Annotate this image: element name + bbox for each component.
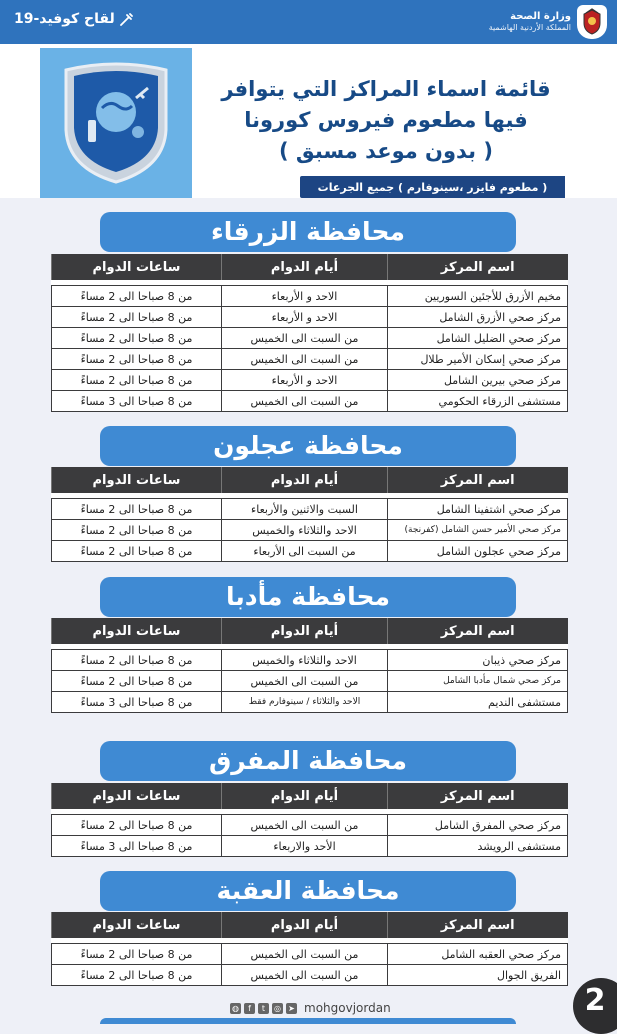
title-line-3: ( بدون موعد مسبق ): [279, 139, 493, 163]
work-days-cell: الاحد و الأربعاء: [222, 370, 388, 391]
centers-table: [51, 618, 568, 713]
center-name-cell: مستشفى النديم: [388, 692, 568, 713]
table-row: [52, 836, 568, 857]
column-header-hours: ساعات الدوام: [52, 467, 222, 493]
work-hours-cell: من 8 صباحا الى 3 مساءً: [52, 692, 222, 713]
centers-table: [51, 783, 568, 857]
column-header-center: اسم المركز: [388, 912, 568, 938]
table-row: [52, 286, 568, 307]
vaccine-shield-icon: [60, 60, 172, 185]
work-days-cell: السبت والاثنين والأربعاء: [222, 499, 388, 520]
work-days-cell: من السبت الى الأربعاء: [222, 541, 388, 562]
work-days-cell: الاحد و الأربعاء: [222, 307, 388, 328]
table-row: [52, 944, 568, 965]
work-hours-cell: من 8 صباحا الى 2 مساءً: [52, 328, 222, 349]
work-hours-cell: من 8 صباحا الى 2 مساءً: [52, 815, 222, 836]
column-header-hours: ساعات الدوام: [52, 912, 222, 938]
column-header-center: اسم المركز: [388, 783, 568, 809]
table-header-row: [52, 467, 568, 493]
social-links: [230, 1001, 391, 1015]
table-row: [52, 692, 568, 713]
ministry-logo-block: [489, 4, 607, 40]
work-days-cell: الأحد والاربعاء: [222, 836, 388, 857]
centers-table: [51, 912, 568, 986]
center-name-cell: الفريق الجوال: [388, 965, 568, 986]
column-header-center: اسم المركز: [388, 254, 568, 280]
table-row: [52, 307, 568, 328]
centers-table: [51, 467, 568, 562]
work-days-cell: الاحد والثلاثاء / سينوفارم فقط: [222, 692, 388, 713]
column-header-days: أيام الدوام: [222, 254, 388, 280]
work-days-cell: من السبت الى الخميس: [222, 965, 388, 986]
column-header-hours: ساعات الدوام: [52, 783, 222, 809]
center-name-cell: مركز صحي إسكان الأمير طلال: [388, 349, 568, 370]
work-days-cell: من السبت الى الخميس: [222, 349, 388, 370]
work-hours-cell: من 8 صباحا الى 2 مساءً: [52, 307, 222, 328]
table-row: [52, 328, 568, 349]
center-name-cell: مركز صحي الضليل الشامل: [388, 328, 568, 349]
table-row: [52, 349, 568, 370]
table-row: [52, 370, 568, 391]
work-hours-cell: من 8 صباحا الى 2 مساءً: [52, 499, 222, 520]
telegram-icon[interactable]: ➤: [286, 1003, 297, 1014]
center-name-cell: مركز صحي الأمير حسن الشامل (كفرنجة): [388, 520, 568, 541]
column-header-center: اسم المركز: [388, 618, 568, 644]
work-hours-cell: من 8 صباحا الى 3 مساءً: [52, 391, 222, 412]
work-hours-cell: من 8 صباحا الى 3 مساءً: [52, 836, 222, 857]
table-header-row: [52, 618, 568, 644]
table-row: [52, 391, 568, 412]
page-title: [221, 74, 551, 167]
work-hours-cell: من 8 صباحا الى 2 مساءً: [52, 944, 222, 965]
table-row: [52, 965, 568, 986]
work-days-cell: من السبت الى الخميس: [222, 671, 388, 692]
governorate-banner: محافظة المفرق: [100, 741, 516, 781]
instagram-icon[interactable]: ◎: [272, 1003, 283, 1014]
center-name-cell: مركز صحي ذيبان: [388, 650, 568, 671]
work-hours-cell: من 8 صباحا الى 2 مساءً: [52, 650, 222, 671]
center-name-cell: مركز صحي شمال مأدبا الشامل: [388, 671, 568, 692]
table-row: [52, 650, 568, 671]
governorate-banner: محافظة الزرقاء: [100, 212, 516, 252]
center-name-cell: مركز صحي المفرق الشامل: [388, 815, 568, 836]
ministry-name: وزارة الصحة: [510, 10, 571, 22]
work-days-cell: من السبت الى الخميس: [222, 391, 388, 412]
facebook-icon[interactable]: f: [244, 1003, 255, 1014]
work-hours-cell: من 8 صباحا الى 2 مساءً: [52, 520, 222, 541]
table-row: [52, 541, 568, 562]
kingdom-name: المملكة الأردنية الهاشمية: [488, 23, 571, 33]
column-header-days: أيام الدوام: [222, 783, 388, 809]
work-hours-cell: من 8 صباحا الى 2 مساءً: [52, 541, 222, 562]
column-header-days: أيام الدوام: [222, 618, 388, 644]
column-header-hours: ساعات الدوام: [52, 618, 222, 644]
center-name-cell: مركز صحي بيرين الشامل: [388, 370, 568, 391]
table-row: [52, 499, 568, 520]
center-name-cell: مركز صحي اشتفينا الشامل: [388, 499, 568, 520]
work-days-cell: الاحد والثلاثاء والخميس: [222, 520, 388, 541]
governorate-banner: محافظة مأدبا: [100, 577, 516, 617]
top-bar: [0, 0, 617, 44]
column-header-center: اسم المركز: [388, 467, 568, 493]
syringe-icon: [119, 11, 135, 27]
center-name-cell: مستشفى الرويشد: [388, 836, 568, 857]
jordan-crest-icon: [577, 5, 607, 39]
work-hours-cell: من 8 صباحا الى 2 مساءً: [52, 671, 222, 692]
column-header-days: أيام الدوام: [222, 467, 388, 493]
twitter-icon[interactable]: t: [258, 1003, 269, 1014]
center-name-cell: مركز صحي الأزرق الشامل: [388, 307, 568, 328]
center-name-cell: مركز صحي عجلون الشامل: [388, 541, 568, 562]
governorate-banner: محافظة العقبة: [100, 871, 516, 911]
work-days-cell: من السبت الى الخميس: [222, 815, 388, 836]
work-hours-cell: من 8 صباحا الى 2 مساءً: [52, 286, 222, 307]
centers-table: [51, 254, 568, 412]
governorate-banner: محافظة عجلون: [100, 426, 516, 466]
table-row: [52, 520, 568, 541]
title-line-1: قائمة اسماء المراكز التي يتوافر: [221, 77, 551, 101]
work-days-cell: من السبت الى الخميس: [222, 328, 388, 349]
work-days-cell: من السبت الى الخميس: [222, 944, 388, 965]
work-hours-cell: من 8 صباحا الى 2 مساءً: [52, 349, 222, 370]
work-days-cell: الاحد والثلاثاء والخميس: [222, 650, 388, 671]
work-days-cell: الاحد و الأربعاء: [222, 286, 388, 307]
center-name-cell: مستشفى الزرقاء الحكومي: [388, 391, 568, 412]
next-banner-strip: [100, 1018, 516, 1024]
center-name-cell: مخيم الأزرق للأجئين السوريين: [388, 286, 568, 307]
table-header-row: [52, 783, 568, 809]
table-row: [52, 671, 568, 692]
title-line-2: فيها مطعوم فيروس كورونا: [244, 108, 528, 132]
center-name-cell: مركز صحي العقبه الشامل: [388, 944, 568, 965]
column-header-hours: ساعات الدوام: [52, 254, 222, 280]
vaccine-label: لقاح كوفيد-19: [14, 11, 115, 27]
column-header-days: أيام الدوام: [222, 912, 388, 938]
page-number-badge: 2: [573, 978, 617, 1034]
work-hours-cell: من 8 صباحا الى 2 مساءً: [52, 370, 222, 391]
globe-icon[interactable]: ◍: [230, 1003, 241, 1014]
table-row: [52, 815, 568, 836]
social-handle[interactable]: mohgovjordan: [304, 1001, 391, 1015]
vaccine-tag: [14, 11, 135, 27]
vaccine-types-bar: ( مطعوم فايزر ،سينوفارم ) جميع الجرعات: [300, 176, 565, 198]
work-hours-cell: من 8 صباحا الى 2 مساءً: [52, 965, 222, 986]
table-header-row: [52, 912, 568, 938]
table-header-row: [52, 254, 568, 280]
